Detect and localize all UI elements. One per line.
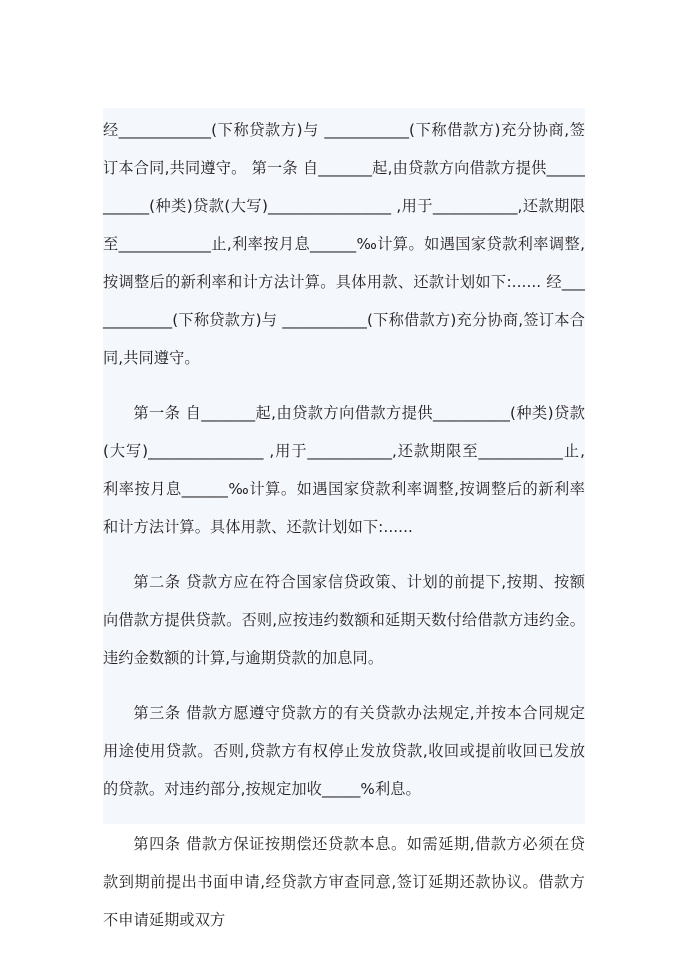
paragraph-spacer	[103, 677, 585, 694]
paragraph-preamble: 经____________(下称贷款方)与 ___________(下称借款方)充分协商,签订本合同,共同遵守。 第一条 自_______起,由贷款方向借款方提供___________(种类)贷款(大写)________________ ,用于___________,还款期限至____________止,利率按月息______‰计算。如遇国家贷款利率调整,按调整后的新利率和计方法计算。具体用款、还款计划如下:...... 经____________(下称贷款方)与 ___________(下称借款方)充分协商,签订本合同,共同遵守。	[103, 121, 585, 367]
paragraph-spacer	[103, 377, 585, 394]
paragraph-article-3: 第三条 借款方愿遵守贷款方的有关贷款办法规定,并按本合同规定用途使用贷款。否则,贷款方有权停止发放贷款,收回或提前收回已发放的贷款。对违约部分,按规定加收_____%利息。	[103, 704, 585, 798]
paragraph-article-1: 第一条 自_______起,由贷款方向借款方提供__________(种类)贷款(大写)_______________ ,用于___________,还款期限至___________止,利率按月息______‰计算。如遇国家贷款利率调整,按调整后的新利率和计方法计算。具体用款、还款计划如下:......	[103, 404, 585, 536]
paragraph-spacer	[103, 546, 585, 563]
paragraph-spacer	[103, 808, 585, 825]
contract-body	[103, 111, 585, 939]
paragraph-article-4: 第四条 借款方保证按期偿还贷款本息。如需延期,借款方必须在贷款到期前提出书面申请,经贷款方审查同意,签订延期还款协议。借款方不申请延期或双方	[103, 835, 585, 929]
contract-content-block	[103, 108, 585, 929]
paragraph-article-2: 第二条 贷款方应在符合国家信贷政策、计划的前提下,按期、按额向借款方提供贷款。否则,应按违约数额和延期天数付给借款方违约金。违约金数额的计算,与逾期贷款的加息同。	[103, 573, 585, 667]
